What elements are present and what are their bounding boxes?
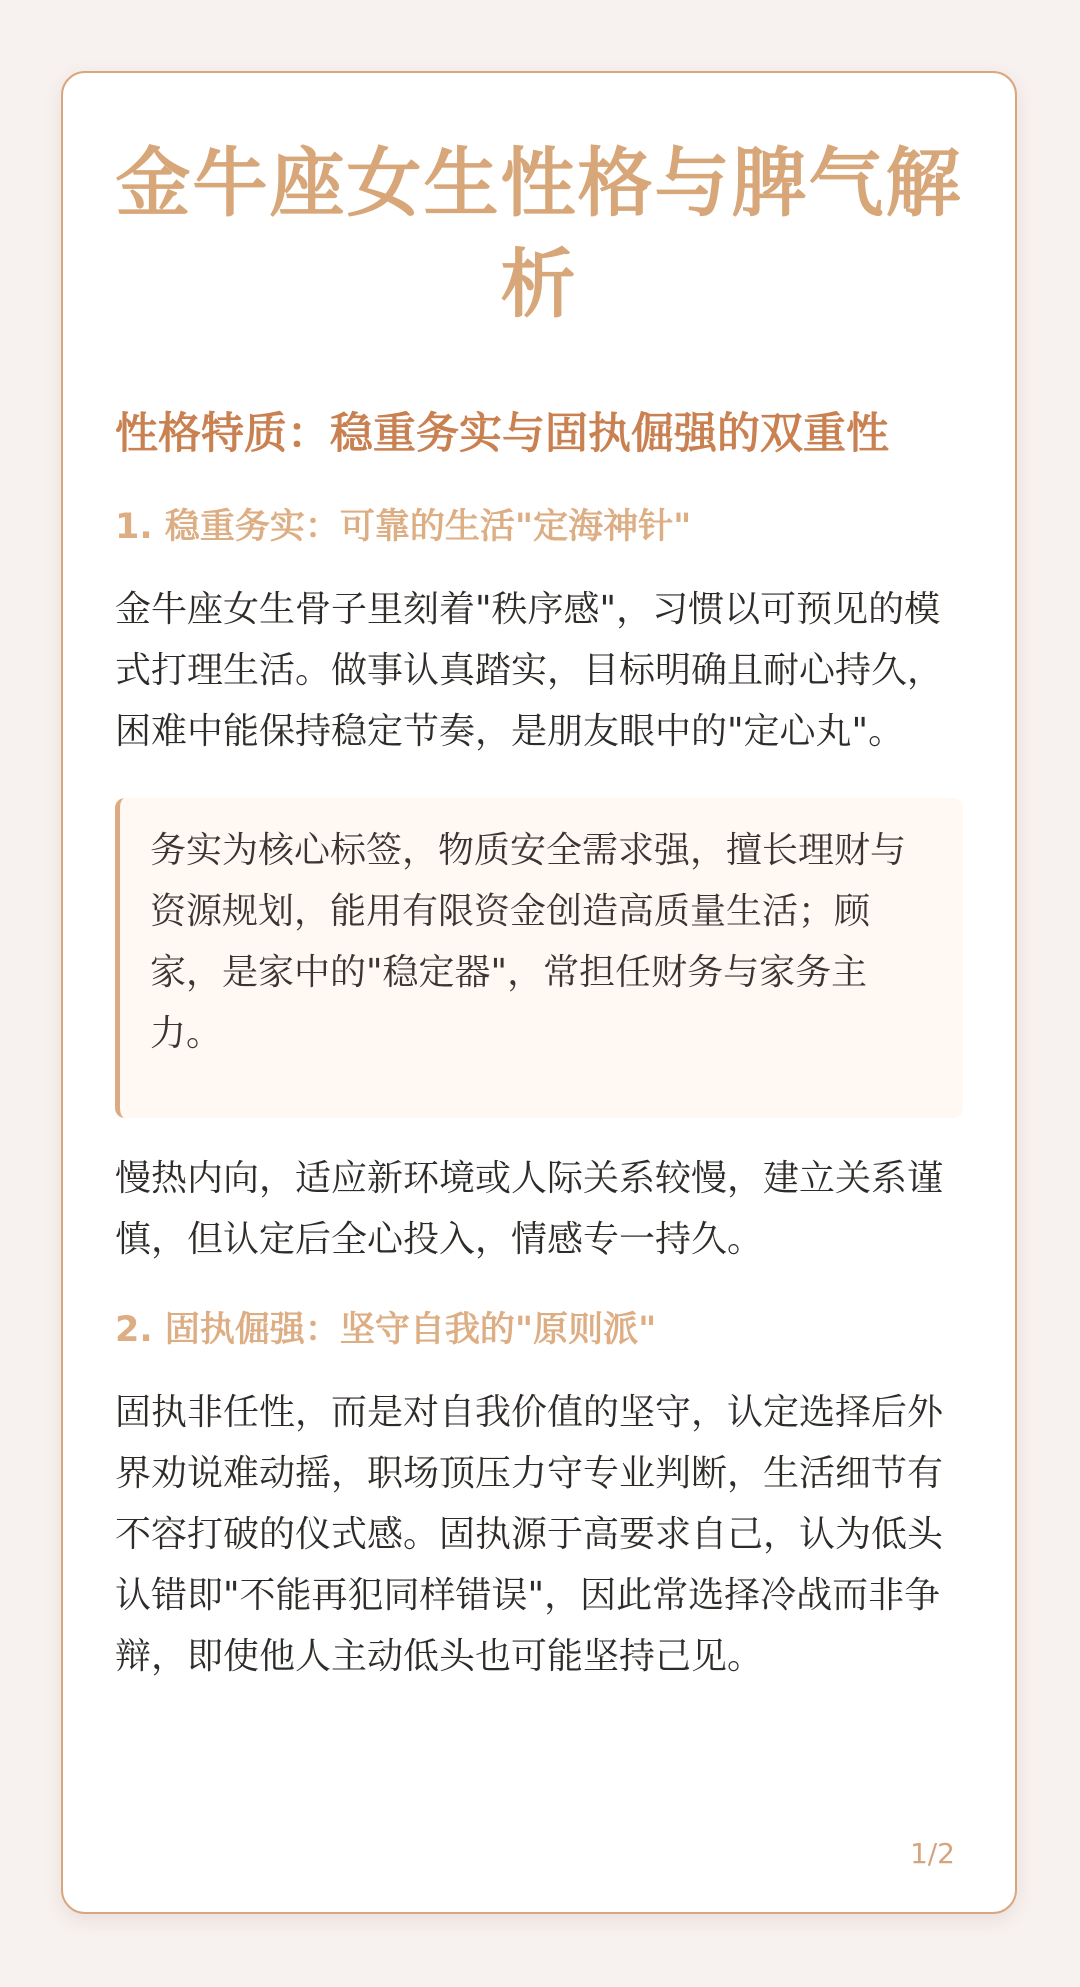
paragraph-3: 固执非任性，而是对自我价值的坚守，认定选择后外界劝说难动摇，职场顶压力守专业判断，生活细节有不容打破的仪式感。固执源于高要求自己，认为低头认错即"不能再犯同样错误"，因此常选择冷战而非争辩，即使他人主动低头也可能坚持己见。 [115, 1392, 944, 1677]
section-title: 性格特质：稳重务实与固执倔强的双重性 [115, 409, 889, 459]
page-title: 金牛座女生性格与脾气解析 [115, 139, 963, 328]
subsection-title-1: 1. 稳重务实：可靠的生活"定海神针" [115, 507, 692, 547]
paragraph-1: 金牛座女生骨子里刻着"秩序感"，习惯以可预见的模式打理生活。做事认真踏实，目标明确且耐心持久，困难中能保持稳定节奏，是朋友眼中的"定心丸"。 [115, 589, 944, 752]
subsection-title-2: 2. 固执倔强：坚守自我的"原则派" [115, 1310, 657, 1350]
paragraph-2: 慢热内向，适应新环境或人际关系较慢，建立关系谨慎，但认定后全心投入，情感专一持久。 [115, 1158, 944, 1260]
highlight-quote: 务实为核心标签，物质安全需求强，擅长理财与资源规划，能用有限资金创造高质量生活；顾家，是家中的"稳定器"，常担任财务与家务主力。 [115, 798, 963, 1118]
page-indicator: 1/2 [909, 1837, 955, 1870]
article-card [61, 71, 1017, 1914]
